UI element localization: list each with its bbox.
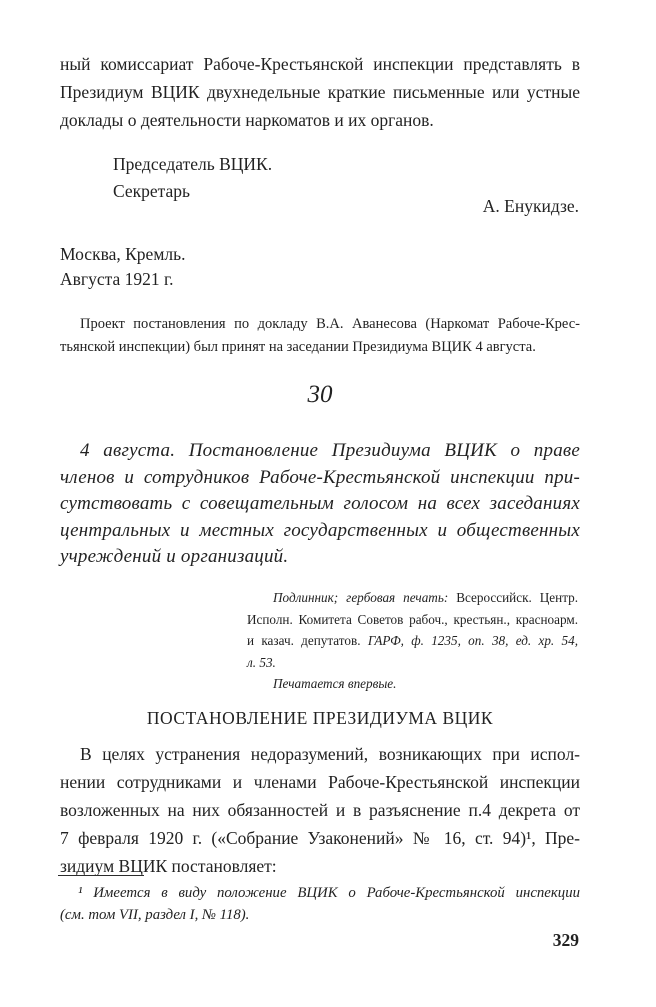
footnote-separator: [58, 875, 144, 876]
text-line: возложенных на них обязанностей и в разъяснение п.4 декрета от: [60, 800, 580, 820]
closing-paragraph: [60, 50, 580, 134]
chairman-line: Председатель ВЦИК.: [113, 154, 273, 174]
text-line: л. 53.: [247, 654, 276, 670]
editorial-note: [60, 313, 580, 358]
section-heading: ПОСТАНОВЛЕНИЕ ПРЕЗИДИУМА ВЦИК: [146, 708, 494, 728]
secretary-line: Секретарь: [113, 181, 191, 201]
archive-reference: ГАРФ, ф. 1235, оп. 38, ед. хр. 54,: [367, 633, 579, 648]
date-line: Августа 1921 г.: [60, 269, 174, 289]
text-line: Исполн. Комитета Советов рабоч., крестьян., красноарм.: [247, 611, 578, 627]
text-line: членов и сотрудников Рабоче-Крестьянской инспекции при-: [60, 466, 580, 488]
footnote: [60, 882, 580, 926]
document-number: 30: [307, 381, 333, 408]
text-line: доклады о деятельности наркоматов и их органов.: [60, 110, 434, 130]
text-line: центральных и местных государственных и общественных: [60, 519, 580, 541]
first-publication-note: Печатается впервые.: [273, 676, 397, 691]
source-institution: Всероссийск. Центр.: [456, 590, 579, 605]
signature-name: А. Енукидзе.: [482, 196, 579, 216]
text-line: Президиум ВЦИК двухнедельные краткие письменные или устные: [60, 82, 580, 102]
source-institution-end: и казач. депутатов.: [247, 633, 361, 648]
text-line: В целях устранения недоразумений, возникающих при испол-: [80, 744, 580, 764]
text-line: сутствовать с совещательным голосом на всех заседаниях: [60, 493, 580, 514]
text-line: 4 августа. Постановление Президиума ВЦИК о праве: [80, 440, 580, 461]
text-line: нении сотрудниками и членами Рабоче-Крестьянской инспекции: [60, 772, 580, 792]
text-line: учреждений и организаций.: [60, 546, 289, 567]
text-line: [247, 630, 578, 652]
text-line: зидиум ВЦИК постановляет:: [60, 856, 277, 876]
text-line: [247, 587, 578, 609]
decree-paragraph: [60, 740, 580, 880]
source-note: [247, 587, 578, 695]
text-line: тьянской инспекции) был принят на заседании Президиума ВЦИК 4 августа.: [60, 338, 536, 355]
text-line: ный комиссариат Рабоче-Крестьянской инспекции представлять в: [60, 54, 580, 74]
source-label: Подлинник; гербовая печать:: [273, 590, 449, 605]
text-line: ¹ Имеется в виду положение ВЦИК о Рабоче-Крестьянской инспекции: [78, 885, 580, 901]
place-line: Москва, Кремль.: [60, 244, 186, 264]
text-line: 7 февраля 1920 г. («Собрание Узаконений» № 16, ст. 94)¹, Пре-: [60, 828, 580, 848]
text-line: (см. том VII, раздел I, № 118).: [60, 907, 250, 923]
page-number: 329: [552, 930, 579, 950]
text-line: Проект постановления по докладу В.А. Аванесова (Наркомат Рабоче-Крес-: [80, 316, 580, 332]
document-headnote: [60, 438, 580, 571]
